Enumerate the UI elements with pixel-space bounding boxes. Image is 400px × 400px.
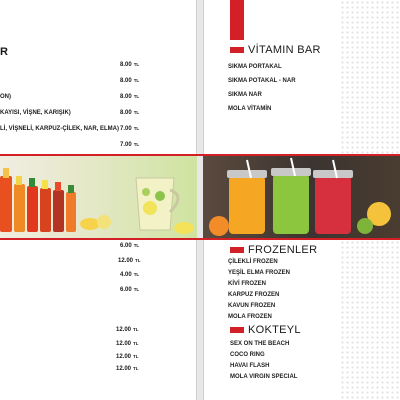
menu-item: COCO RING <box>230 352 265 358</box>
menu-item: HAVAI FLASH <box>230 363 270 369</box>
menu-item-price: 4.00 TL <box>120 272 140 278</box>
menu-item: MOLA FROZEN <box>228 314 272 320</box>
smoothie-jars-image <box>203 156 400 238</box>
menu-item: KİVİ FROZEN <box>228 281 267 287</box>
menu-item-price: 6.00 TL <box>120 243 140 249</box>
menu-item-price: 7.00 TL <box>120 126 140 132</box>
menu-item-price: 12.00 TL <box>116 354 139 360</box>
menu-item-price: 12.00 TL <box>116 366 139 372</box>
menu-item: MOLA VIRGIN SPECIAL <box>230 374 298 380</box>
section-marker <box>230 47 244 53</box>
menu-item-price: 8.00 TL <box>120 78 140 84</box>
menu-item: SIKMA NAR <box>228 92 262 98</box>
section-title-fragment: R <box>0 46 8 58</box>
menu-item-label: ON) <box>0 94 11 100</box>
banner-right-photo <box>203 156 400 238</box>
menu-item: KARPUZ FROZEN <box>228 292 280 298</box>
section-marker <box>230 247 244 253</box>
menu-item: YEŞİL ELMA FROZEN <box>228 270 291 276</box>
banner-bottom-rule <box>0 238 400 240</box>
accent-bar <box>230 0 244 40</box>
menu-item: ÇİLEKLİ FROZEN <box>228 259 278 265</box>
section-marker <box>230 327 244 333</box>
menu-item: MOLA VİTAMİN <box>228 106 272 112</box>
banner-top-rule <box>0 154 400 156</box>
menu-item: SIKMA POTAKAL - NAR <box>228 78 296 84</box>
banner-left-photo <box>0 156 197 238</box>
menu-item: SEX ON THE BEACH <box>230 341 290 347</box>
menu-item-price: 12.00 TL <box>116 327 139 333</box>
menu-item-label: KAYISI, VİŞNE, KARIŞIK) <box>0 110 71 116</box>
menu-item-price: 8.00 TL <box>120 62 140 68</box>
lemonade-pitcher-image <box>136 178 178 230</box>
menu-item-price: 12.00 TL <box>116 341 139 347</box>
menu-item: KAVUN FROZEN <box>228 303 276 309</box>
section-title-kokteyl: KOKTEYL <box>230 324 301 336</box>
menu-item: SIKMA PORTAKAL <box>228 64 282 70</box>
menu-item-price: 8.00 TL <box>120 110 140 116</box>
menu-item-price: 6.00 TL <box>120 287 140 293</box>
menu-item-label: Lİ, VİŞNELİ, KARPUZ-ÇİLEK, NAR, ELMA) <box>0 126 119 132</box>
menu-item-price: 8.00 TL <box>120 94 140 100</box>
juice-bottles-image <box>0 156 197 238</box>
section-title-frozenler: FROZENLER <box>230 244 317 256</box>
photo-banner <box>0 156 400 238</box>
menu-item-price: 7.00 TL <box>120 142 140 148</box>
menu-item-price: 12.00 TL <box>118 258 141 264</box>
section-title-vitamin-bar: VİTAMIN BAR <box>230 44 321 56</box>
